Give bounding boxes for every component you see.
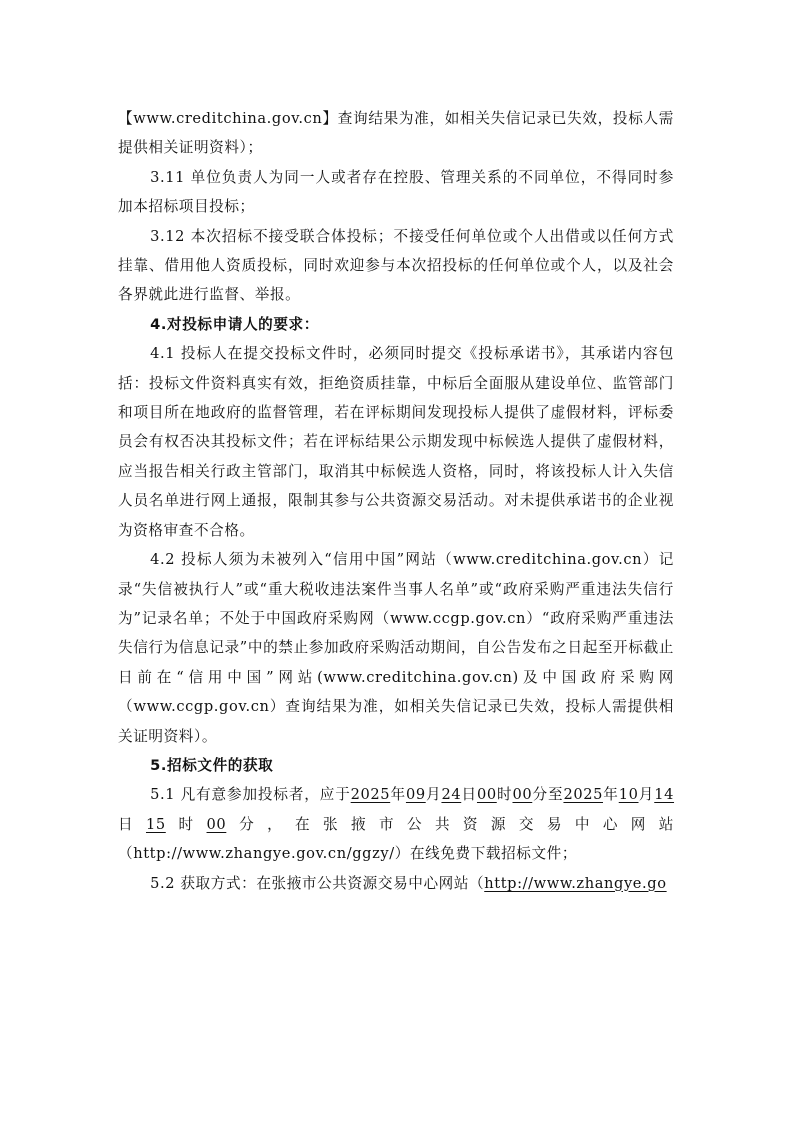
unit-day: 日: [118, 815, 146, 833]
paragraph-5-1: [118, 780, 674, 868]
p51-prefix: 5.1 凡有意参加投标者，应于: [150, 786, 351, 804]
end-hour: 15: [145, 815, 166, 833]
start-day: 24: [441, 786, 462, 804]
start-hour: 00: [476, 786, 497, 804]
p51-suffix: 分，在张掖市公共资源交易中心网站（http://www.zhangye.gov.cn/ggzy/）在线免费下载招标文件；: [118, 815, 674, 863]
paragraph-3-12: 3.12 本次招标不接受联合体投标；不接受任何单位或个人出借或以任何方式挂靠、借用他人资质投标，同时欢迎参与本次招投标的任何单位或个人，以及社会各界就此进行监督、举报。: [118, 227, 674, 304]
paragraph-4-1: 4.1 投标人在提交投标文件时，必须同时提交《投标承诺书》，其承诺内容包括：投标文件资料真实有效，拒绝资质挂靠，中标后全面服从建设单位、监管部门和项目所在地政府的监督管理，若在评标期间发现投标人提供了虚假材料，评标委员会有权否决其投标文件；若在评标结果公示期发现中标候选人提供了虚假材料，应当报告相关行政主管部门，取消其中标候选人资格，同时，将该投标人计入失信人员名单进行网上通报，限制其参与公共资源交易活动。对未提供承诺书的企业视为资格审查不合格。: [118, 345, 674, 539]
unit-year: 年: [603, 786, 619, 804]
end-month: 10: [618, 786, 639, 804]
paragraph-4-2: 4.2 投标人须为未被列入“信用中国”网站（www.creditchina.gov.cn）记录“失信被执行人”或“重大税收违法案件当事人名单”或“政府采购严重违法失信行为”记录名单；不处于中国政府采购网（www.ccgp.gov.cn）“政府采购严重违法失信行为信息记录”中的禁止参加政府采购活动期间，自公告发布之日起至开标截止日前在“信用中国”网站(www.creditchina.gov.cn)及中国政府采购网（www.ccgp.gov.cn）查询结果为准，如相关失信记录已失效，投标人需提供相关证明资料）。: [118, 551, 674, 745]
start-minute: 00: [512, 786, 533, 804]
paragraph-5-2: [118, 869, 674, 898]
unit-hour: 时: [165, 815, 207, 833]
end-year: 2025: [563, 786, 603, 804]
zhangye-ggzy-link[interactable]: http://www.zhangye.go: [484, 874, 667, 892]
unit-hour: 时: [496, 786, 513, 804]
unit-minute-to: 分至: [532, 786, 564, 804]
document-body: [118, 104, 674, 898]
section-heading-5: 5.招标文件的获取: [150, 756, 274, 774]
start-month: 09: [405, 786, 426, 804]
unit-year: 年: [390, 786, 406, 804]
unit-day: 日: [461, 786, 477, 804]
paragraph-3-11: 3.11 单位负责人为同一人或者存在控股、管理关系的不同单位，不得同时参加本招标项目投标；: [118, 168, 674, 216]
start-year: 2025: [350, 786, 391, 804]
paragraph-credit-check-continued: 【www.creditchina.gov.cn】查询结果为准，如相关失信记录已失效，投标人需提供相关证明资料）；: [118, 110, 674, 157]
end-day: 14: [654, 786, 675, 804]
unit-month: 月: [425, 786, 442, 804]
unit-month: 月: [638, 786, 655, 804]
section-heading-4: 4.对投标申请人的要求：: [150, 315, 319, 333]
end-minute: 00: [206, 815, 227, 833]
p52-prefix: 5.2 获取方式：在张掖市公共资源交易中心网站（: [150, 874, 485, 892]
